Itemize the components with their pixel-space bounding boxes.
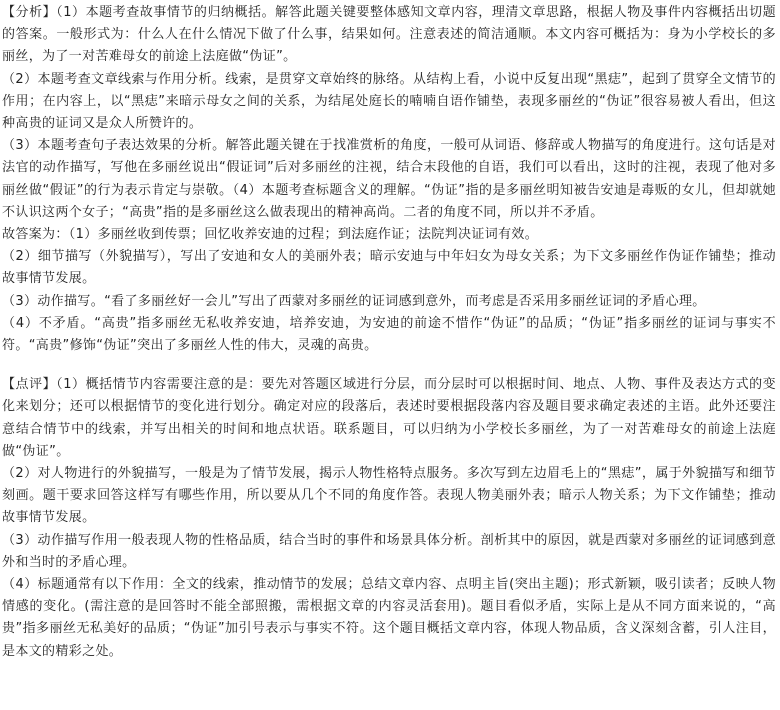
analysis-final-answer-1: 故答案为：（1）多丽丝收到传票；回忆收养安迪的过程；到法庭作证；法院判决证词有效。	[2, 227, 539, 243]
analysis-answer-1: （1）本题考查故事情节的归纳概括。解答此题关键要整体感知文章内容，理清文章思路，根据人物及事件内容概括出切题的答案。一般形式为：什么人在什么情况下做了什么事，结果如何。注意表述的简洁通顺。本文内容可概括为：身为小学校长的多丽丝，为了一对苦难母女的前途上法庭做“伪证”。	[2, 5, 776, 65]
comment-paragraph-1	[2, 374, 776, 463]
comment-tag: 【点评】	[2, 377, 57, 393]
analysis-paragraph-2: （2）本题考查文章线索与作用分析。线索，是贯穿文章始终的脉络。从结构上看，小说中反复出现“黑痣”，起到了贯穿全文情节的作用；在内容上，以“黑痣”来暗示母女之间的关系，为结尾处庭长的喃喃自语作铺垫，表现多丽丝的“伪证”很容易被人看出，但这种高贵的证词又是众人所赞许的。	[2, 71, 776, 132]
comment-section	[2, 374, 776, 663]
analysis-paragraph-1	[2, 2, 776, 69]
comment-point-1: （1）概括情节内容需要注意的是：要先对答题区域进行分层，而分层时可以根据时间、地点、人物、事件及表达方式的变化来划分；还可以根据情节的变化进行划分。确定对应的段落后，表述时要根据段落内容及题目要求确定表述的主语。此外还要注意结合情节中的线索，并写出相关的时间和地点状语。联系题目，可以归纳为小学校长多丽丝，为了一对苦难母女的前途上法庭做“伪证”。	[2, 377, 776, 459]
analysis-tag: 【分析】	[2, 5, 57, 20]
analysis-section	[2, 2, 776, 357]
comment-paragraph-3: （3）动作描写作用一般表现人物的性格品质，结合当时的事件和场景具体分析。剖析其中的原因，就是西蒙对多丽丝的证词感到意外和当时的矛盾心理。	[2, 532, 776, 570]
solution-document	[2, 2, 776, 663]
analysis-final-answer-3: （3）动作描写。“看了多丽丝好一会儿”写出了西蒙对多丽丝的证词感到意外，而考虑是否采用多丽丝证词的矛盾心理。	[2, 293, 706, 309]
analysis-final-answer-4: （4）不矛盾。“高贵”指多丽丝无私收养安迪，培养安迪，为安迪的前途不惜作“伪证”的品质；“伪证”指多丽丝的证词与事实不符。“高贵”修饰“伪证”突出了多丽丝人性的伟大，灵魂的高贵。	[2, 315, 776, 354]
analysis-final-answer-2: （2）细节描写（外貌描写），写出了安迪和女人的美丽外表；暗示安迪与中年妇女为母女关系；为下文多丽丝作伪证作铺垫；推动故事情节发展。	[2, 249, 776, 287]
analysis-paragraph-3: （3）本题考查句子表达效果的分析。解答此题关键在于找准赏析的角度，一般可从词语、修辞或人物描写的角度进行。这句话是对法官的动作描写，写他在多丽丝说出“假证词”后对多丽丝的注视，结合末段他的自语，我们可以看出，这时的注视，表现了他对多丽丝做“假证”的行为表示肯定与崇敬。（4）本题考查标题含义的理解。“伪证”指的是多丽丝明知被告安迪是毒贩的女儿，但却就她不认识这两个女子；“高贵”指的是多丽丝这么做表现出的精神高尚。二者的角度不同，所以并不矛盾。	[2, 138, 776, 220]
comment-paragraph-4: （4）标题通常有以下作用：全文的线索，推动情节的发展；总结文章内容、点明主旨(突出主题)；形式新颖，吸引读者；反映人物情感的变化。(需注意的是回答时不能全部照搬，需根据文章的内容灵活套用)。题目看似矛盾，实际上是从不同方面来说的，“高贵”指多丽丝无私美好的品质；“伪证”加引号表示与事实不符。这个题目概括文章内容，体现人物品质，含义深刻含蓄，引人注目，是本文的精彩之处。	[2, 577, 776, 659]
comment-paragraph-2: （2）对人物进行的外貌描写，一般是为了情节发展，揭示人物性格特点服务。多次写到左边眉毛上的“黑痣”，属于外貌描写和细节刻画。题干要求回答这样写有哪些作用，所以要从几个不同的角度作答。表现人物美丽外表；暗示人物关系；为下文作铺垫；推动故事情节发展。	[2, 466, 776, 526]
